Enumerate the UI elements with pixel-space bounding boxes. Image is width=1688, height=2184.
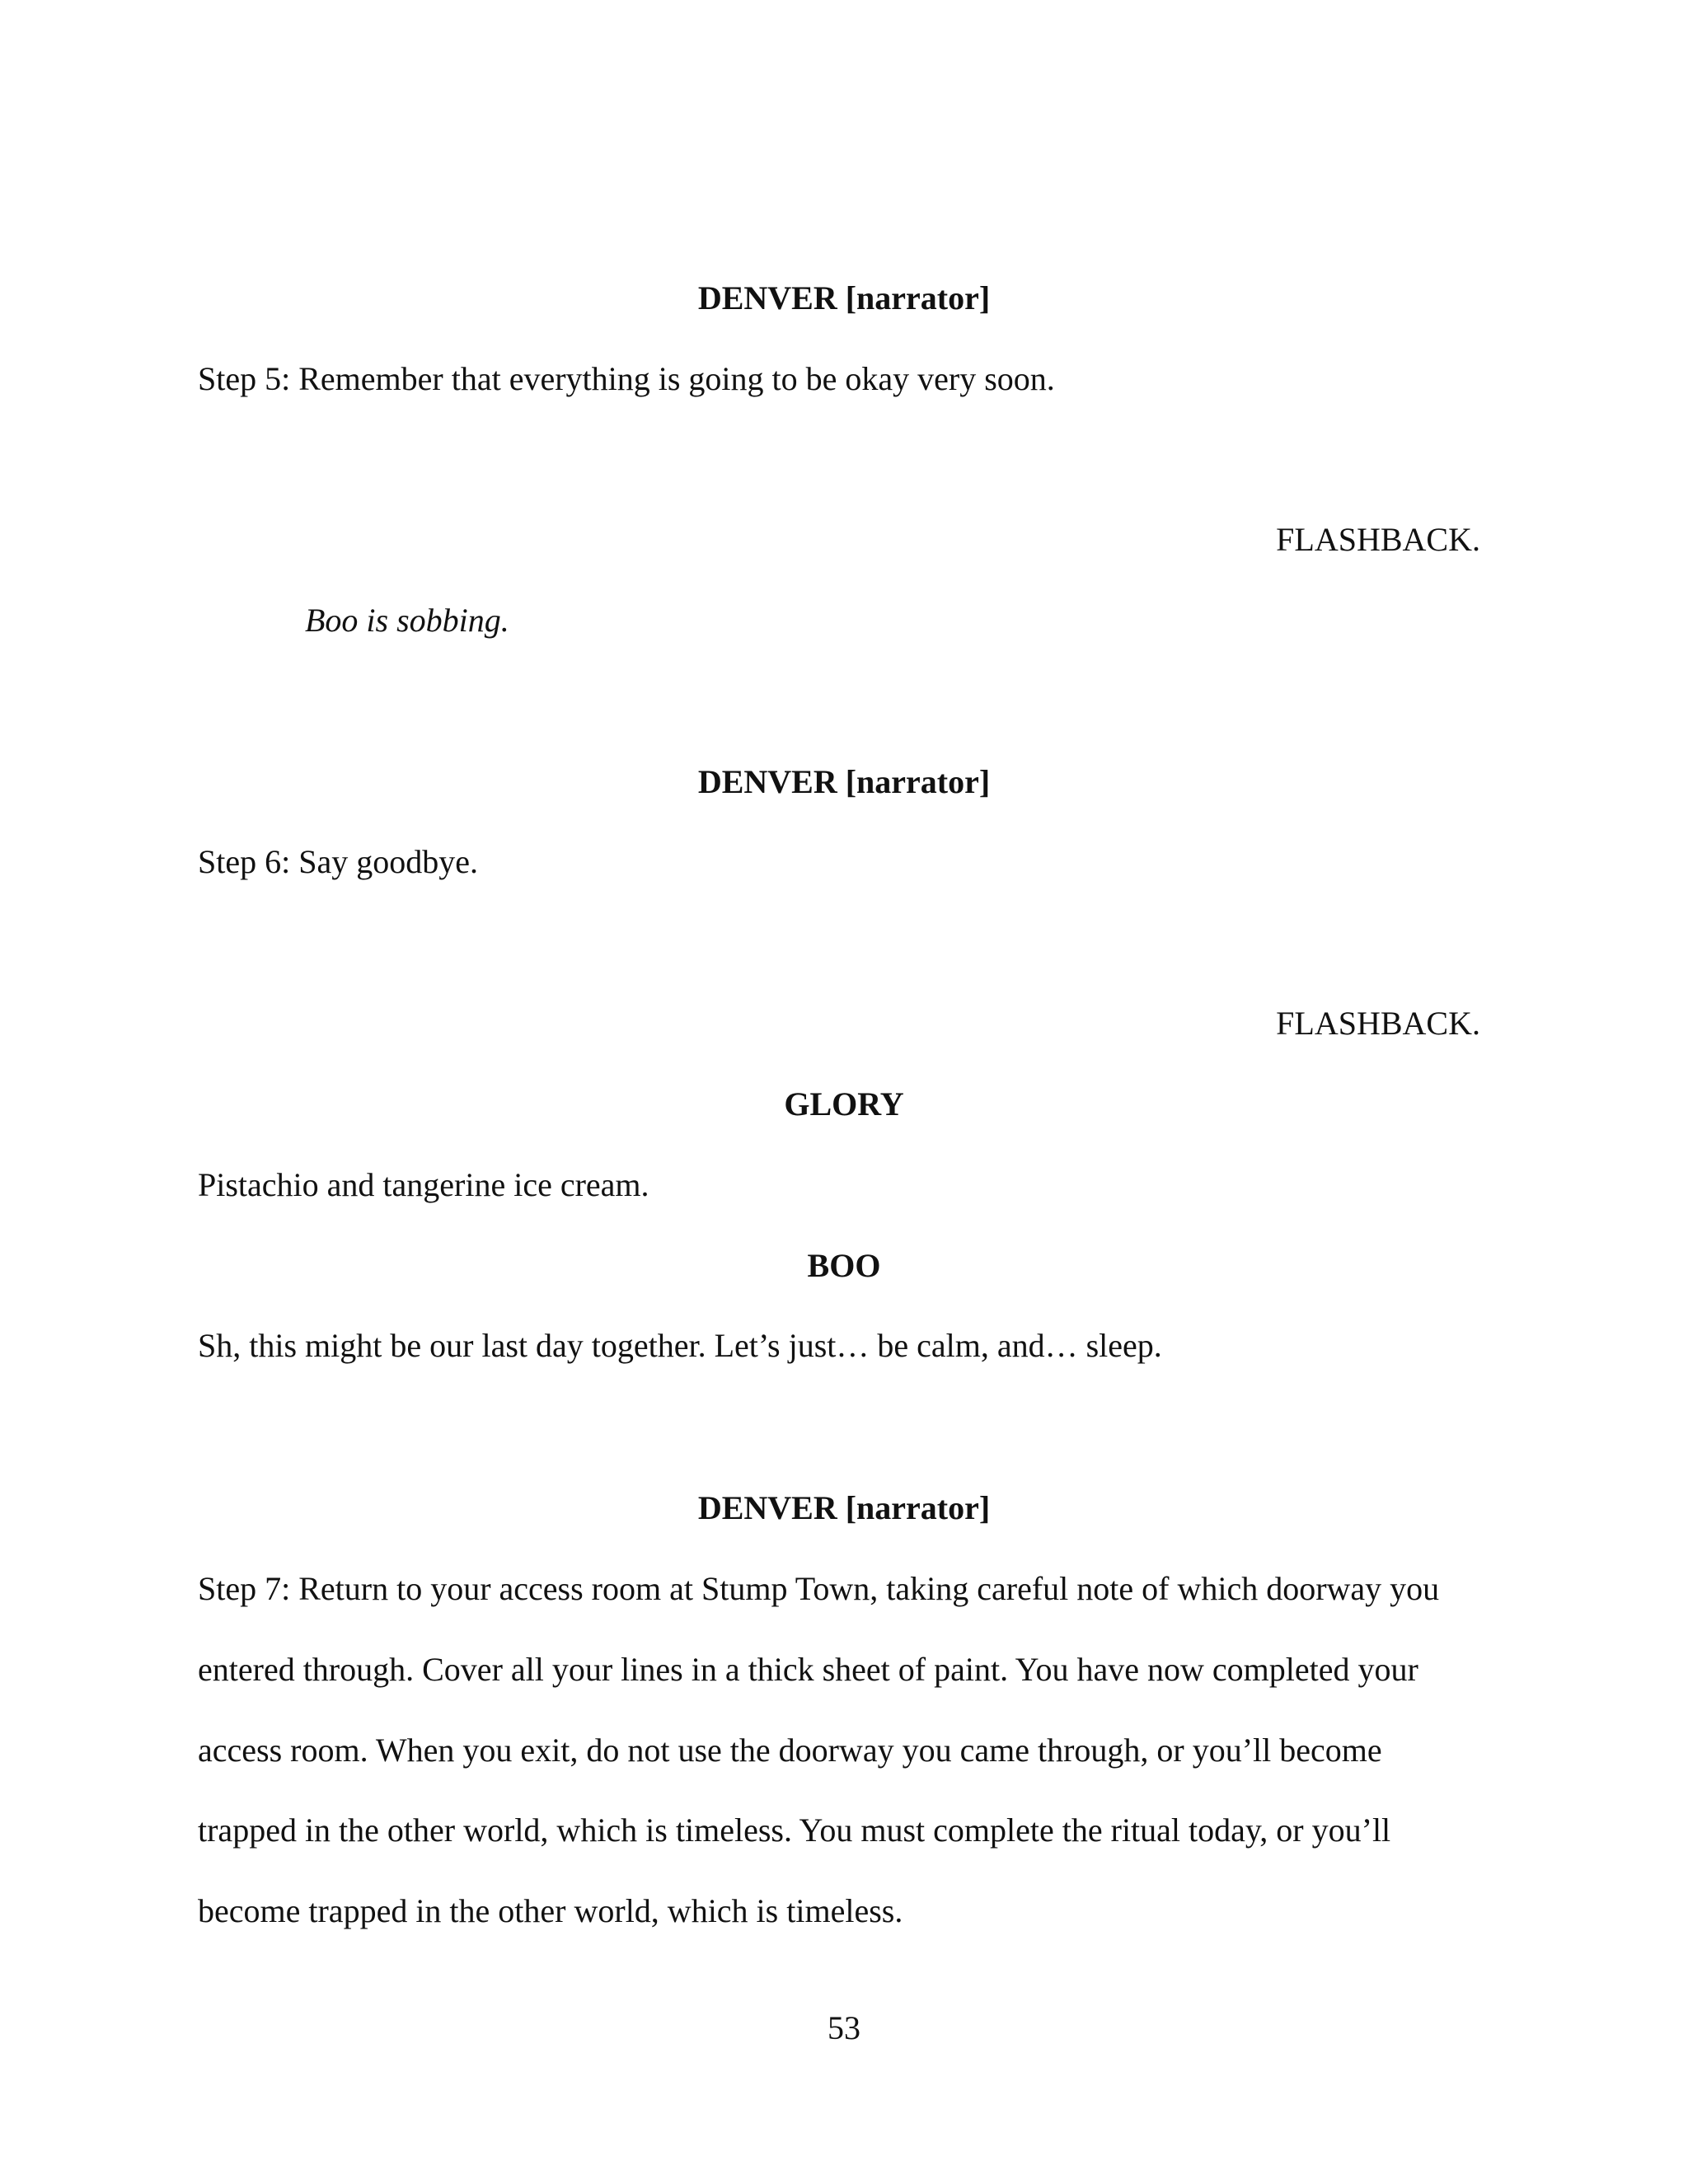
dialogue-line: entered through. Cover all your lines in a thick sheet of paint. You have now completed your bbox=[198, 1651, 1418, 1688]
character-name: DENVER [narrator] bbox=[697, 279, 991, 316]
character-name: BOO bbox=[807, 1247, 881, 1284]
character-name: DENVER [narrator] bbox=[697, 1489, 991, 1526]
dialogue-line: Step 7: Return to your access room at Stump Town, taking careful note of which doorway you bbox=[198, 1570, 1440, 1607]
character-name: DENVER [narrator] bbox=[697, 763, 991, 800]
dialogue-line: Step 6: Say goodbye. bbox=[198, 843, 478, 880]
transition-text: FLASHBACK. bbox=[1276, 1005, 1480, 1042]
character-name: GLORY bbox=[784, 1085, 904, 1122]
dialogue-line: trapped in the other world, which is timeless. You must complete the ritual today, or you’ll bbox=[198, 1811, 1391, 1849]
page-number: 53 bbox=[828, 2009, 860, 2046]
dialogue-line: become trapped in the other world, which is timeless. bbox=[198, 1892, 903, 1929]
dialogue-line: Pistachio and tangerine ice cream. bbox=[198, 1166, 649, 1203]
dialogue-line: Step 5: Remember that everything is going to be okay very soon. bbox=[198, 360, 1055, 397]
action-text: Boo is sobbing. bbox=[305, 602, 509, 639]
dialogue-line: Sh, this might be our last day together. Let’s just… be calm, and… sleep. bbox=[198, 1327, 1162, 1364]
dialogue-line: access room. When you exit, do not use the doorway you came through, or you’ll become bbox=[198, 1732, 1382, 1769]
transition-text: FLASHBACK. bbox=[1276, 521, 1480, 558]
